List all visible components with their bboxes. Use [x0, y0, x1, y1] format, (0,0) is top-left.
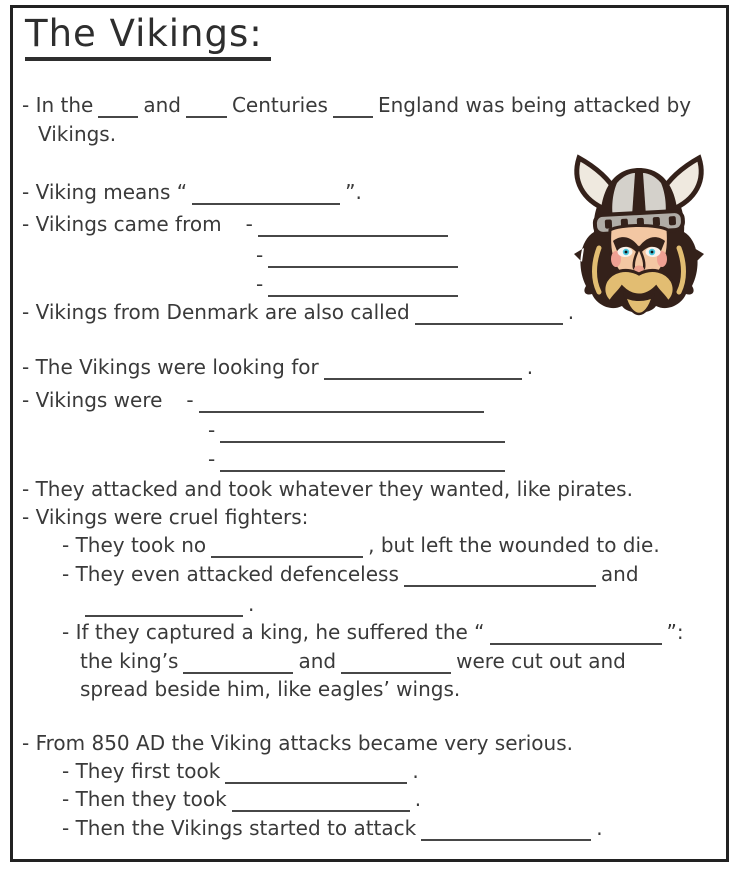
worksheet-line — [22, 180, 362, 205]
worksheet-text: - — [245, 212, 253, 236]
fill-in-blank[interactable] — [324, 362, 522, 380]
fill-in-blank[interactable] — [268, 250, 458, 268]
worksheet-text: - The Vikings were looking for — [22, 355, 319, 379]
worksheet-text: ”. — [345, 180, 362, 204]
worksheet-text: . — [526, 355, 534, 379]
band-stud — [669, 216, 676, 225]
worksheet-text: England was being attacked by — [377, 93, 692, 117]
viking-pupil-right — [651, 251, 654, 254]
worksheet-text: - Vikings from Denmark are also called — [22, 300, 410, 324]
worksheet-text: - Vikings were cruel fighters: — [22, 505, 309, 529]
worksheet-line — [22, 212, 453, 237]
worksheet-line — [62, 816, 603, 841]
fill-in-blank[interactable] — [220, 425, 505, 443]
viking-head-image — [564, 136, 714, 318]
viking-beard — [625, 296, 653, 314]
worksheet-text: - They even attacked defenceless — [62, 562, 399, 586]
worksheet-line — [256, 272, 463, 297]
worksheet-text: - — [208, 447, 216, 471]
fill-in-blank[interactable] — [415, 307, 563, 325]
worksheet-text: - — [256, 272, 264, 296]
worksheet-line — [80, 677, 460, 701]
worksheet-text: - They first took — [62, 759, 221, 783]
fill-in-blank[interactable] — [85, 599, 243, 617]
fill-in-blank[interactable] — [199, 395, 484, 413]
worksheet-line — [22, 731, 573, 755]
worksheet-text: Centuries — [231, 93, 328, 117]
worksheet-text: - Viking means “ — [22, 180, 188, 204]
worksheet-line — [22, 477, 633, 501]
worksheet-line — [256, 243, 463, 268]
worksheet-text: spread beside him, like eagles’ wings. — [80, 677, 461, 701]
worksheet-text: . — [412, 759, 419, 783]
fill-in-blank[interactable] — [421, 823, 591, 841]
worksheet-text: . — [414, 787, 422, 811]
worksheet-text: - They attacked and took whatever they wanted, like pirates. — [22, 477, 633, 501]
page-title: The Vikings: — [25, 12, 271, 61]
worksheet-text: and — [298, 649, 337, 673]
worksheet-text: - Then they took — [62, 787, 227, 811]
worksheet-text: and — [600, 562, 639, 586]
worksheet-text: - Then the Vikings started to attack — [62, 816, 417, 840]
worksheet-line — [80, 592, 254, 617]
fill-in-blank[interactable] — [232, 794, 410, 812]
fill-in-blank[interactable] — [220, 454, 505, 472]
worksheet-text: , but left the wounded to die. — [368, 533, 660, 557]
worksheet-line — [22, 355, 533, 380]
worksheet-line — [62, 759, 419, 784]
worksheet-text: - Vikings were — [22, 388, 163, 412]
fill-in-blank[interactable] — [186, 100, 227, 118]
worksheet-text: . — [596, 816, 603, 840]
fill-in-blank[interactable] — [404, 569, 596, 587]
worksheet-text: the king’s — [80, 649, 179, 673]
worksheet-text: - — [208, 418, 216, 442]
worksheet-line — [62, 787, 421, 812]
worksheet-text: were cut out and — [456, 649, 626, 673]
worksheet-line — [22, 388, 489, 413]
worksheet-text: - From 850 AD the Viking attacks became very serious. — [22, 731, 573, 755]
spacer — [162, 406, 186, 407]
fill-in-blank[interactable] — [258, 219, 448, 237]
worksheet-line — [22, 505, 308, 529]
worksheet-line — [62, 562, 639, 587]
fill-in-blank[interactable] — [98, 100, 138, 118]
worksheet-text: - In the — [22, 93, 94, 117]
fill-in-blank[interactable] — [225, 766, 407, 784]
fill-in-blank[interactable] — [183, 656, 293, 674]
worksheet-line — [22, 300, 574, 325]
worksheet-text: - They took no — [62, 533, 207, 557]
worksheet-line — [38, 122, 116, 146]
worksheet-text: - Vikings came from — [22, 212, 222, 236]
fill-in-blank[interactable] — [211, 540, 363, 558]
worksheet-text: ”: — [666, 620, 684, 644]
band-stud — [605, 219, 612, 228]
worksheet-text: . — [567, 300, 575, 324]
spacer — [222, 230, 246, 231]
worksheet-line — [22, 93, 691, 118]
worksheet-text: and — [143, 93, 181, 117]
viking-pupil-left — [625, 251, 628, 254]
fill-in-blank[interactable] — [268, 279, 458, 297]
worksheet-text: . — [248, 592, 255, 616]
worksheet-text: - — [186, 388, 194, 412]
fill-in-blank[interactable] — [341, 656, 451, 674]
fill-in-blank[interactable] — [192, 187, 340, 205]
fill-in-blank[interactable] — [490, 627, 662, 645]
worksheet-text: Vikings. — [38, 122, 117, 146]
worksheet-line — [208, 418, 510, 443]
worksheet-line — [62, 533, 660, 558]
worksheet-text: - If they captured a king, he suffered the “ — [62, 620, 485, 644]
worksheet-text: - — [256, 243, 264, 267]
worksheet-line — [80, 649, 626, 674]
worksheet-line — [208, 447, 510, 472]
worksheet-line — [62, 620, 684, 645]
fill-in-blank[interactable] — [333, 100, 373, 118]
